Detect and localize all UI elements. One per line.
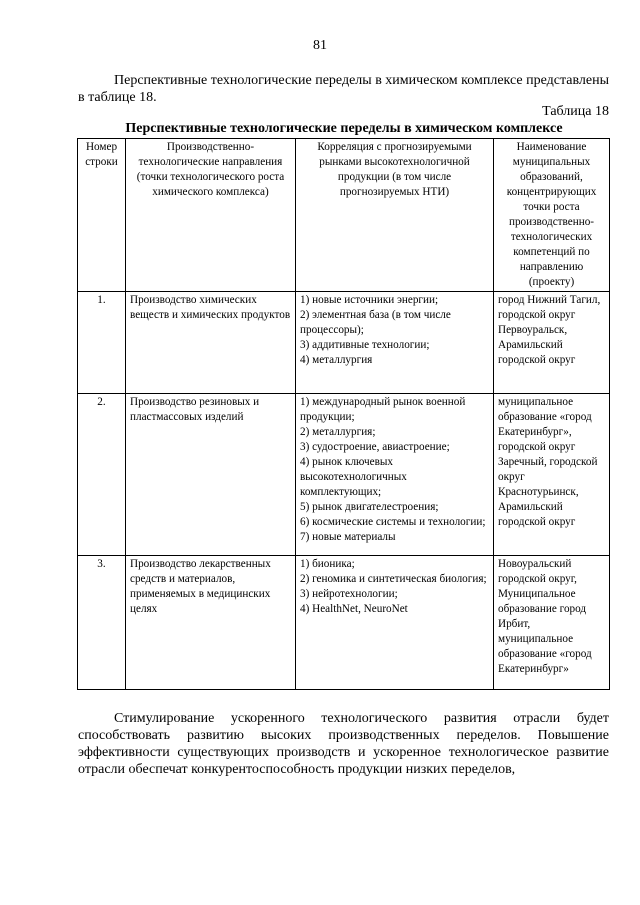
technology-table (77, 138, 610, 690)
market-item: 7) новые материалы (300, 531, 396, 543)
intro-paragraph (78, 72, 609, 106)
header-markets: Корреляция с прогнозируемыми рынками высокотехнологичной продукции (в том числе прогнозируемых НТИ) (296, 139, 494, 292)
market-item: 3) аддитивные технологии; (300, 339, 430, 351)
table-row (78, 394, 610, 556)
market-item: 3) судостроение, авиастроение; (300, 441, 450, 453)
market-item: 4) рынок ключевых высокотехнологичных комплектующих; (300, 456, 407, 498)
table-header-row (78, 139, 610, 292)
table-row (78, 556, 610, 690)
header-direction: Производственно-технологические направления (точки технологического роста химического комплекса) (126, 139, 296, 292)
row-direction: Производство химических веществ и химических продуктов (126, 292, 296, 394)
market-item: 4) металлургия (300, 354, 373, 366)
row-markets (296, 556, 494, 690)
row-markets (296, 292, 494, 394)
header-municipalities: Наименование муниципальных образований, концентрирующих точки роста производственно-технологических компетенций по направлению (проекту) (494, 139, 610, 292)
market-item: 1) новые источники энергии; (300, 294, 439, 306)
row-number: 2. (78, 394, 126, 556)
market-item: 1) международный рынок военной продукции; (300, 396, 466, 423)
table-title: Перспективные технологические переделы в химическом комплексе (125, 121, 563, 136)
intro-text: Перспективные технологические переделы в химическом комплексе представлены в таблице 18. (78, 73, 609, 105)
market-item: 2) элементная база (в том числе процессоры); (300, 309, 451, 336)
row-direction: Производство резиновых и пластмассовых изделий (126, 394, 296, 556)
row-municipalities: город Нижний Тагил, городской округ Первоуральск, Арамильский городской округ (494, 292, 610, 394)
market-item: 4) HealthNet, NeuroNet (300, 603, 408, 615)
market-item: 3) нейротехнологии; (300, 588, 398, 600)
row-direction: Производство лекарственных средств и материалов, применяемых в медицинских целях (126, 556, 296, 690)
row-municipalities: муниципальное образование «город Екатеринбург», городской округ Заречный, городской округ Краснотурьинск, Арамильский городской округ (494, 394, 610, 556)
row-municipalities: Новоуральский городской округ, Муниципальное образование город Ирбит, муниципальное образование «город Екатеринбург» (494, 556, 610, 690)
market-item: 6) космические системы и технологии; (300, 516, 486, 528)
market-item: 2) металлургия; (300, 426, 376, 438)
market-item: 1) бионика; (300, 558, 355, 570)
table-row (78, 292, 610, 394)
row-markets (296, 394, 494, 556)
page-number: 81 (313, 38, 327, 53)
table-label: Таблица 18 (542, 104, 609, 119)
outro-paragraph (78, 710, 609, 778)
row-number: 1. (78, 292, 126, 394)
row-number: 3. (78, 556, 126, 690)
market-item: 2) геномика и синтетическая биология; (300, 573, 487, 585)
market-item: 5) рынок двигателестроения; (300, 501, 439, 513)
outro-text: Стимулирование ускоренного технологического развития отрасли будет способствовать развитию высоких производственных переделов. Повышение эффективности существующих производств и ускоренное технологическое развитие отрасли обеспечат конкурентоспособность продукции низких переделов, (78, 711, 609, 777)
header-row-number: Номер строки (78, 139, 126, 292)
